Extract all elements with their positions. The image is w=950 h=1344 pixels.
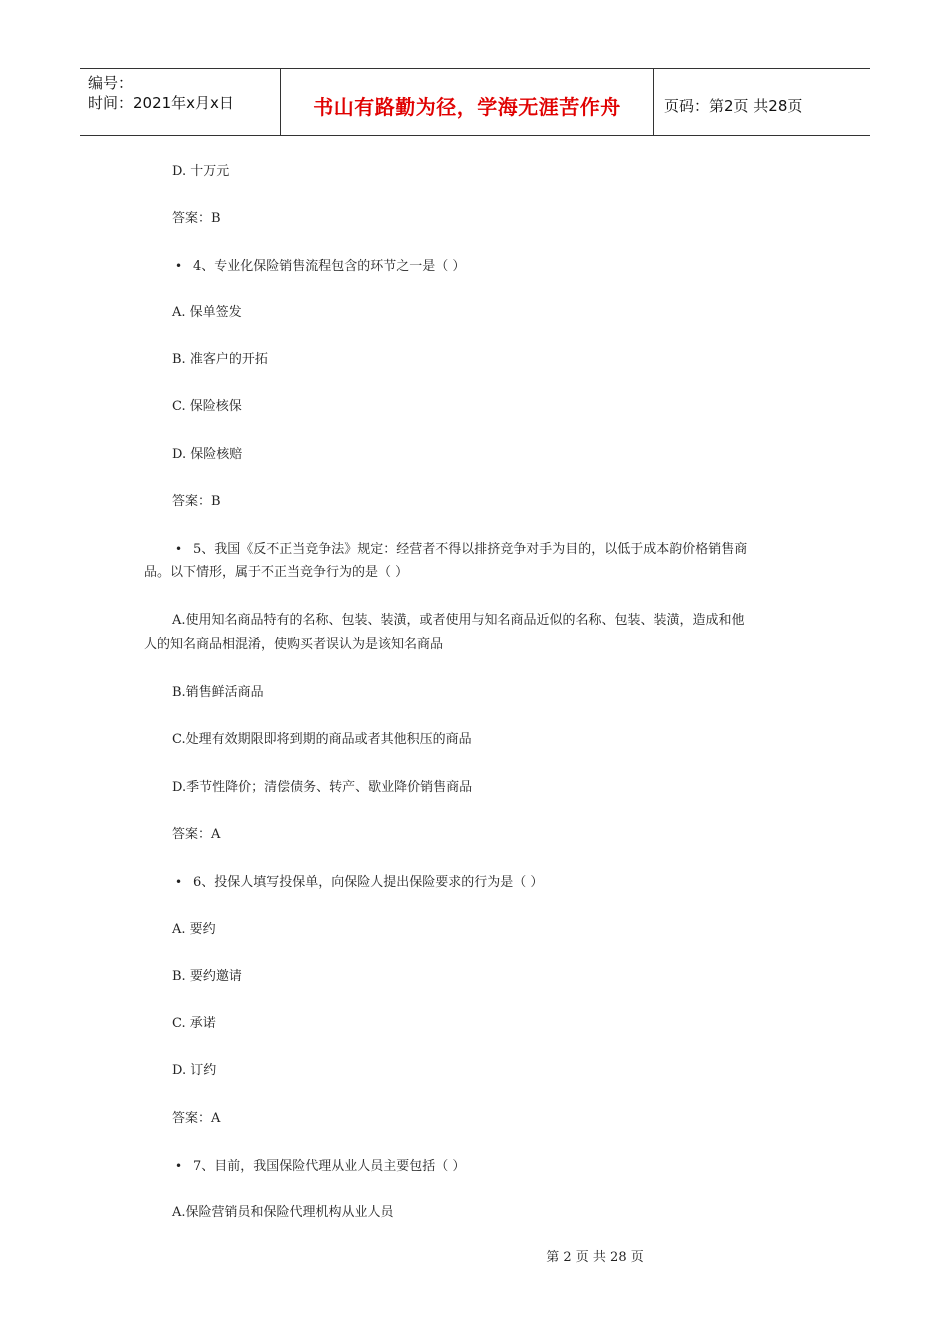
question-7 xyxy=(175,1157,465,1176)
q4-option-b: B. 准客户的开拓 xyxy=(172,352,268,367)
header-motto: 书山有路勤为径，学海无涯苦作舟 xyxy=(281,69,654,135)
bullet: • xyxy=(175,1159,183,1173)
page-header xyxy=(80,68,870,136)
q5-option-a-line2: 人的知名商品相混淆，使购买者误认为是该知名商品 xyxy=(144,637,444,652)
question-5-text-1: 5、我国《反不正当竞争法》规定：经营者不得以排挤竞争对手为目的，以低于成本韵价格销售商 xyxy=(193,542,748,557)
q5-option-d: D.季节性降价；清偿债务、转产、歇业降价销售商品 xyxy=(172,780,473,795)
answer-prev: 答案：B xyxy=(172,211,221,226)
header-info-cell xyxy=(80,69,281,135)
q5-option-c: C.处理有效期限即将到期的商品或者其他积压的商品 xyxy=(172,732,472,747)
footer-page-number: 第 2 页 共 28 页 xyxy=(546,1250,644,1265)
q6-option-a: A. 要约 xyxy=(172,922,216,937)
question-4 xyxy=(175,257,465,276)
question-5-line2: 品。以下情形，属于不正当竞争行为的是（ ） xyxy=(144,565,409,580)
page-footer xyxy=(0,1246,950,1265)
question-6 xyxy=(175,873,543,892)
bullet: • xyxy=(175,875,183,889)
q5-answer: 答案：A xyxy=(172,827,221,842)
bullet: • xyxy=(175,542,183,556)
q6-option-d: D. 订约 xyxy=(172,1063,217,1078)
question-5-line1 xyxy=(175,540,747,559)
q4-option-d: D. 保险核赔 xyxy=(172,447,243,462)
q6-answer: 答案：A xyxy=(172,1111,221,1126)
bullet: • xyxy=(175,259,183,273)
q6-option-c: C. 承诺 xyxy=(172,1016,216,1031)
question-4-text: 4、专业化保险销售流程包含的环节之一是（ ） xyxy=(193,259,466,274)
q5-option-b: B.销售鲜活商品 xyxy=(172,685,264,700)
q5-option-a-line1: A.使用知名商品特有的名称、包装、装潢，或者使用与知名商品近似的名称、包装、装潢，造成和他 xyxy=(172,613,745,628)
number-label: 编号： xyxy=(88,74,134,92)
q4-option-c: C. 保险核保 xyxy=(172,399,242,414)
question-7-text: 7、目前，我国保险代理从业人员主要包括（ ） xyxy=(193,1159,466,1174)
time-label: 时间：2021年x月x日 xyxy=(88,94,234,112)
q4-option-a: A. 保单签发 xyxy=(172,305,242,320)
header-page-label: 页码：第2页 共28页 xyxy=(664,96,803,115)
option-d-prev: D. 十万元 xyxy=(172,164,230,179)
question-6-text: 6、投保人填写投保单，向保险人提出保险要求的行为是（ ） xyxy=(193,875,544,890)
q4-answer: 答案：B xyxy=(172,494,221,509)
q6-option-b: B. 要约邀请 xyxy=(172,969,242,984)
q7-option-a: A.保险营销员和保险代理机构从业人员 xyxy=(172,1205,394,1220)
